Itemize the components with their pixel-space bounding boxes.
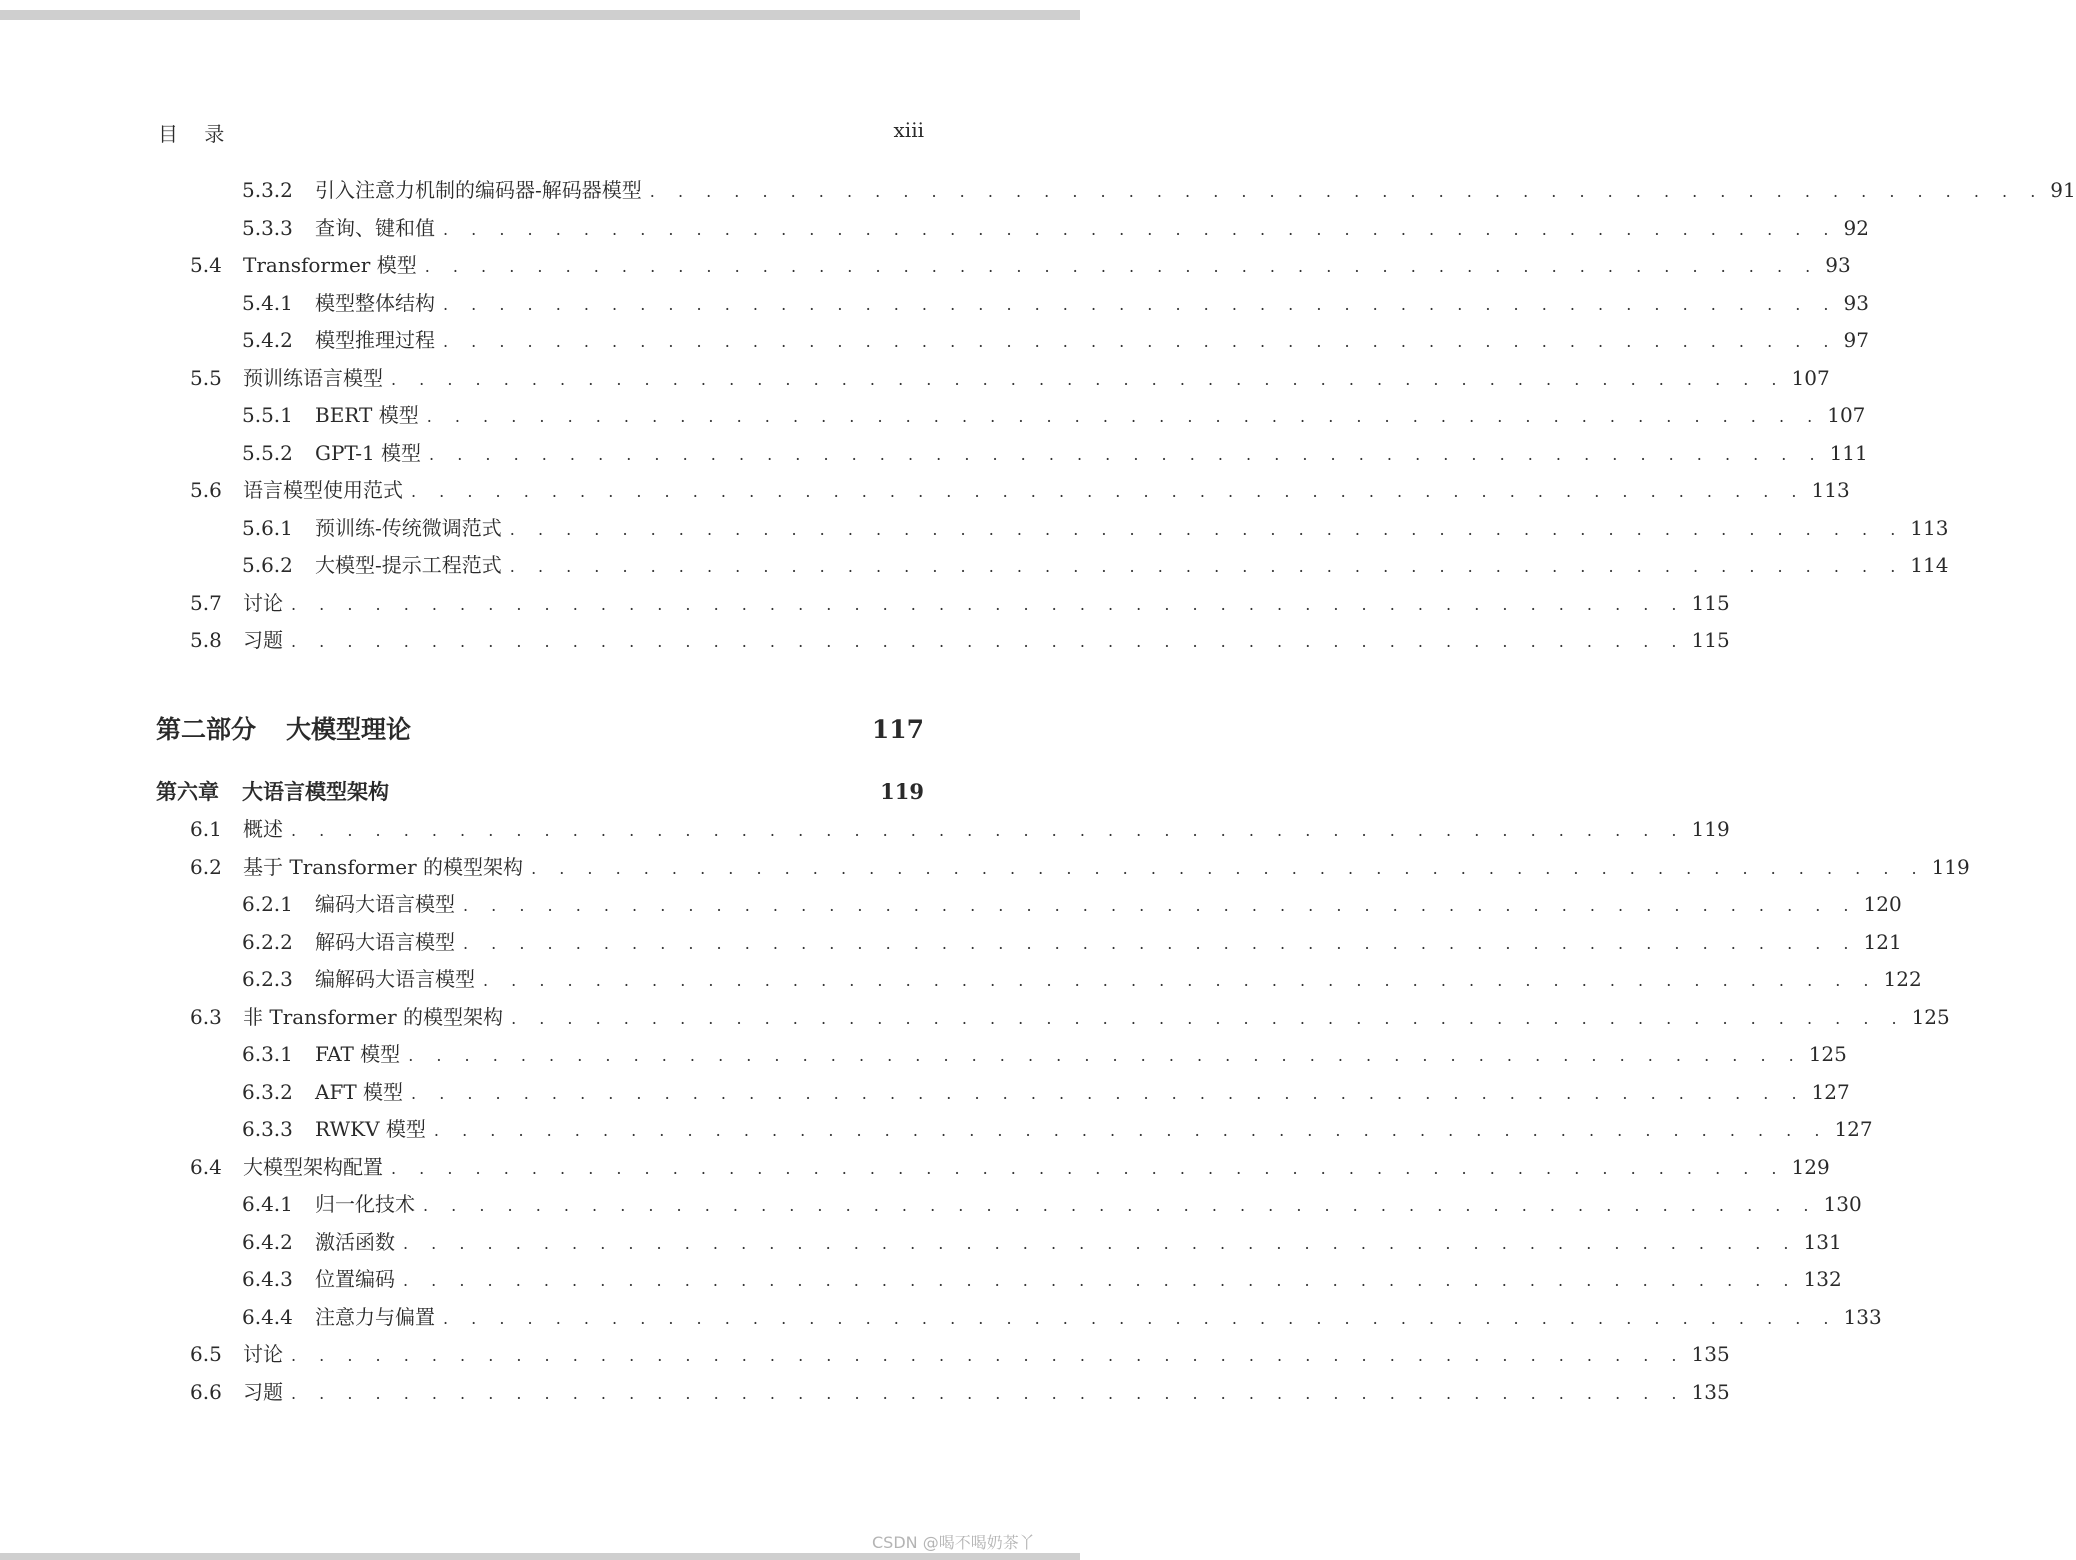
toc-leader-dots: . . . . . . . . . . . . . . . . . . . . . . . . . . . . . . . . . . . . . . . . . . . . . . . . . . bbox=[411, 482, 1806, 501]
toc-entry-title: 大模型-提示工程范式 bbox=[315, 553, 502, 577]
toc-entry-number: 5.6 bbox=[190, 478, 222, 502]
toc-leader-dots: . . . . . . . . . . . . . . . . . . . . . . . . . . . . . . . . . . . . . . . . . . . . . . . . . . bbox=[403, 1271, 1798, 1290]
toc-leader-dots: . . . . . . . . . . . . . . . . . . . . . . . . . . . . . . . . . . . . . . . . . . . . . . . . . . bbox=[509, 557, 1905, 576]
running-head-title: 目 录 bbox=[158, 122, 235, 146]
toc-entry-number: 6.4 bbox=[190, 1154, 222, 1179]
toc-entry-title: 概述 bbox=[243, 817, 283, 841]
toc-entry-page: 119 bbox=[1691, 817, 1730, 841]
toc-entry-number: 6.5 bbox=[190, 1342, 222, 1366]
toc-entry-title: 解码大语言模型 bbox=[315, 929, 455, 954]
toc-entry-page: 127 bbox=[1811, 1079, 1850, 1104]
toc-entry-number: 5.5 bbox=[190, 365, 222, 390]
toc-entry-number: 6.1 bbox=[190, 817, 222, 841]
toc-entry bbox=[242, 439, 1868, 467]
toc-entry-page: 129 bbox=[1791, 1154, 1830, 1179]
chapter-title: 大语言模型架构 bbox=[242, 779, 389, 804]
toc-entry-page: 135 bbox=[1691, 1342, 1730, 1366]
toc-leader-dots: . . . . . . . . . . . . . . . . . . . . . . . . . . . . . . . . . . . . . . . . . . . . . . . . . . bbox=[424, 257, 1820, 276]
bottom-scan-band bbox=[0, 1553, 1080, 1560]
toc-entry-page: 119 bbox=[1931, 854, 1970, 879]
toc-entry-title: Transformer 模型 bbox=[243, 253, 417, 277]
toc-entry-number: 6.2.3 bbox=[242, 967, 293, 991]
running-head-page-number: xiii bbox=[893, 118, 924, 142]
toc-leader-dots: . . . . . . . . . . . . . . . . . . . . . . . . . . . . . . . . . . . . . . . . . . . . . . . . . . bbox=[391, 369, 1786, 389]
toc-entry bbox=[242, 1078, 1850, 1106]
toc-entry-page: 132 bbox=[1803, 1267, 1842, 1291]
toc-entry-number: 5.3.3 bbox=[242, 215, 293, 240]
toc-entry-title: 大模型架构配置 bbox=[243, 1154, 383, 1179]
toc-entry bbox=[242, 551, 1949, 579]
toc-leader-dots: . . . . . . . . . . . . . . . . . . . . . . . . . . . . . . . . . . . . . . . . . . . . . . . . . . bbox=[443, 1308, 1838, 1328]
toc-entry-number: 6.4.4 bbox=[242, 1304, 293, 1329]
toc-entry bbox=[190, 1340, 1730, 1368]
toc-entry bbox=[190, 251, 1851, 279]
toc-entry bbox=[242, 514, 1949, 542]
toc-entry-title: 模型整体结构 bbox=[315, 290, 435, 315]
toc-entry-title: 非 Transformer 的模型架构 bbox=[243, 1004, 504, 1029]
toc-leader-dots: . . . . . . . . . . . . . . . . . . . . . . . . . . . . . . . . . . . . . . . . . . . . . . . . . . bbox=[463, 933, 1858, 953]
toc-entry-title: 归一化技术 bbox=[315, 1192, 415, 1216]
toc-entry-page: 92 bbox=[1843, 215, 1869, 240]
toc-entry-number: 6.3.1 bbox=[242, 1042, 293, 1066]
toc-entry-number: 6.3 bbox=[190, 1004, 222, 1029]
toc-entry-number: 5.4.2 bbox=[242, 328, 293, 352]
toc-entry-page: 93 bbox=[1825, 253, 1851, 277]
toc-entry-number: 5.5.1 bbox=[242, 403, 293, 427]
toc-entry-title: AFT 模型 bbox=[315, 1079, 404, 1104]
toc-entry-title: 习题 bbox=[243, 628, 283, 652]
toc-entry-number: 6.3.2 bbox=[242, 1079, 293, 1104]
part-heading bbox=[156, 712, 924, 748]
toc-entry-title: 语言模型使用范式 bbox=[243, 478, 403, 502]
toc-entry-number: 6.4.2 bbox=[242, 1229, 293, 1254]
toc-entry bbox=[242, 965, 1922, 993]
toc-entry-page: 127 bbox=[1834, 1117, 1873, 1141]
chapter-page: 119 bbox=[880, 779, 924, 804]
toc-entry-title: 激活函数 bbox=[315, 1229, 395, 1254]
toc-entry-number: 5.8 bbox=[190, 628, 222, 652]
toc-entry-title: GPT-1 模型 bbox=[315, 440, 422, 465]
part-label: 第二部分 bbox=[156, 715, 257, 744]
toc-entry-page: 131 bbox=[1803, 1229, 1842, 1254]
chapter-heading bbox=[156, 777, 924, 807]
toc-entry-title: 引入注意力机制的编码器-解码器模型 bbox=[315, 178, 642, 202]
toc-leader-dots: . . . . . . . . . . . . . . . . . . . . . . . . . . . . . . . . . . . . . . . . . . . . . . . . . . bbox=[391, 1158, 1786, 1178]
toc-leader-dots: . . . . . . . . . . . . . . . . . . . . . . . . . . . . . . . . . . . . . . . . . . . . . . . . . . bbox=[443, 294, 1838, 314]
toc-entry-page: 122 bbox=[1883, 967, 1922, 991]
toc-entry-page: 91 bbox=[2050, 178, 2076, 202]
toc-entry-title: 预训练-传统微调范式 bbox=[315, 515, 502, 540]
toc-leader-dots: . . . . . . . . . . . . . . . . . . . . . . . . . . . . . . . . . . . . . . . . . . . . . . . . . . bbox=[411, 1083, 1806, 1103]
toc-leader-dots: . . . . . . . . . . . . . . . . . . . . . . . . . . . . . . . . . . . . . . . . . . . . . . . . . . bbox=[291, 1383, 1686, 1403]
toc-entry-title: 讨论 bbox=[243, 590, 283, 615]
part-title: 大模型理论 bbox=[286, 715, 412, 744]
toc-entry bbox=[242, 928, 1902, 956]
toc-entry-title: 基于 Transformer 的模型架构 bbox=[243, 854, 524, 879]
toc-leader-dots: . . . . . . . . . . . . . . . . . . . . . . . . . . . . . . . . . . . . . . . . . . . . . . . . . . bbox=[511, 1008, 1906, 1028]
toc-entry bbox=[190, 364, 1830, 392]
toc-entry-number: 6.4.3 bbox=[242, 1267, 293, 1291]
toc-entry-number: 6.6 bbox=[190, 1379, 222, 1404]
toc-entry-number: 6.3.3 bbox=[242, 1117, 293, 1141]
toc-entry-number: 5.4 bbox=[190, 253, 222, 277]
toc-entry-title: RWKV 模型 bbox=[315, 1117, 426, 1141]
toc-entry-title: FAT 模型 bbox=[315, 1042, 401, 1066]
top-scan-band bbox=[0, 10, 1080, 20]
toc-entry-page: 121 bbox=[1863, 929, 1902, 954]
toc-leader-dots: . . . . . . . . . . . . . . . . . . . . . . . . . . . . . . . . . . . . . . . . . . . . . . . . . . bbox=[443, 332, 1838, 351]
toc-entry-page: 135 bbox=[1691, 1379, 1730, 1404]
toc-leader-dots: . . . . . . . . . . . . . . . . . . . . . . . . . . . . . . . . . . . . . . . . . . . . . . . . . . bbox=[291, 632, 1686, 651]
toc-leader-dots: . . . . . . . . . . . . . . . . . . . . . . . . . . . . . . . . . . . . . . . . . . . . . . . . . . bbox=[443, 219, 1838, 239]
toc-entry bbox=[242, 1190, 1862, 1218]
toc-entry-number: 6.2.1 bbox=[242, 892, 293, 916]
toc-entry-title: 习题 bbox=[243, 1379, 283, 1404]
toc-entry-number: 5.4.1 bbox=[242, 290, 293, 315]
toc-entry bbox=[242, 289, 1869, 317]
toc-entry bbox=[242, 1265, 1842, 1293]
toc-entry-page: 113 bbox=[1910, 515, 1949, 540]
toc-entry bbox=[242, 1228, 1842, 1256]
toc-entry-number: 5.6.2 bbox=[242, 553, 293, 577]
toc-entry-page: 125 bbox=[1911, 1004, 1950, 1029]
toc-leader-dots: . . . . . . . . . . . . . . . . . . . . . . . . . . . . . . . . . . . . . . . . . . . . . . . . . . bbox=[429, 444, 1824, 464]
toc-leader-dots: . . . . . . . . . . . . . . . . . . . . . . . . . . . . . . . . . . . . . . . . . . . . . . . . . . bbox=[291, 594, 1686, 614]
toc-entry-number: 6.4.1 bbox=[242, 1192, 293, 1216]
toc-entry-number: 5.3.2 bbox=[242, 178, 293, 202]
toc-entry-page: 120 bbox=[1863, 892, 1902, 916]
watermark: CSDN @喝不喝奶茶丫 bbox=[872, 1533, 1035, 1552]
toc-entry-number: 5.6.1 bbox=[242, 515, 293, 540]
toc-entry-title: 模型推理过程 bbox=[315, 328, 435, 352]
toc-entry-page: 125 bbox=[1808, 1042, 1847, 1066]
toc-entry-page: 115 bbox=[1691, 628, 1730, 652]
toc-entry-page: 111 bbox=[1829, 440, 1868, 465]
running-head bbox=[158, 118, 924, 146]
toc-entry bbox=[242, 1303, 1882, 1331]
toc-leader-dots: . . . . . . . . . . . . . . . . . . . . . . . . . . . . . . . . . . . . . . . . . . . . . . . . . . bbox=[403, 1233, 1798, 1253]
toc-entry bbox=[242, 176, 2076, 204]
toc-entry bbox=[190, 815, 1730, 843]
toc-entry-page: 114 bbox=[1910, 553, 1949, 577]
toc-leader-dots: . . . . . . . . . . . . . . . . . . . . . . . . . . . . . . . . . . . . . . . . . . . . . . . . . . bbox=[463, 896, 1858, 915]
toc-entry-title: BERT 模型 bbox=[315, 403, 419, 427]
toc-entry-page: 113 bbox=[1811, 478, 1850, 502]
toc-leader-dots: . . . . . . . . . . . . . . . . . . . . . . . . . . . . . . . . . . . . . . . . . . . . . . . . . . bbox=[423, 1196, 1818, 1215]
toc-leader-dots: . . . . . . . . . . . . . . . . . . . . . . . . . . . . . . . . . . . . . . . . . . . . . . . . . . bbox=[531, 858, 1926, 878]
toc-leader-dots: . . . . . . . . . . . . . . . . . . . . . . . . . . . . . . . . . . . . . . . . . . . . . . . . . . bbox=[291, 1346, 1686, 1365]
toc-entry bbox=[242, 890, 1902, 918]
toc-entry bbox=[190, 476, 1850, 504]
toc-entry-title: 位置编码 bbox=[315, 1267, 395, 1291]
toc-entry bbox=[190, 626, 1730, 654]
toc-entry-title: 编解码大语言模型 bbox=[315, 967, 475, 991]
toc-leader-dots: . . . . . . . . . . . . . . . . . . . . . . . . . . . . . . . . . . . . . . . . . . . . . . . . . . bbox=[483, 971, 1878, 990]
toc-entry bbox=[190, 1153, 1830, 1181]
toc-entry-page: 130 bbox=[1823, 1192, 1862, 1216]
toc-entry bbox=[190, 1003, 1950, 1031]
chapter-label: 第六章 bbox=[156, 779, 219, 804]
toc-entry-title: 预训练语言模型 bbox=[243, 365, 383, 390]
toc-entry-page: 93 bbox=[1843, 290, 1869, 315]
toc-entry bbox=[242, 214, 1869, 242]
toc-entry-page: 97 bbox=[1843, 328, 1869, 352]
toc-entry-number: 6.2 bbox=[190, 854, 222, 879]
toc-entry-number: 5.7 bbox=[190, 590, 222, 615]
toc-leader-dots: . . . . . . . . . . . . . . . . . . . . . . . . . . . . . . . . . . . . . . . . . . . . . . . . . . bbox=[509, 519, 1905, 539]
toc-entry bbox=[190, 853, 1970, 881]
toc-entry-title: 编码大语言模型 bbox=[315, 892, 455, 916]
toc-leader-dots: . . . . . . . . . . . . . . . . . . . . . . . . . . . . . . . . . . . . . . . . . . . . . . . . . . bbox=[408, 1046, 1803, 1065]
toc-entry-page: 107 bbox=[1827, 403, 1866, 427]
toc-entry-page: 115 bbox=[1691, 590, 1730, 615]
toc-leader-dots: . . . . . . . . . . . . . . . . . . . . . . . . . . . . . . . . . . . . . . . . . . . . . . . . . . bbox=[291, 821, 1686, 840]
toc-entry bbox=[190, 1378, 1730, 1406]
toc-leader-dots: . . . . . . . . . . . . . . . . . . . . . . . . . . . . . . . . . . . . . . . . . . . . . . . . . . bbox=[433, 1121, 1829, 1140]
toc-entry bbox=[242, 1040, 1847, 1068]
toc-entry-page: 133 bbox=[1843, 1304, 1882, 1329]
toc-entry-number: 5.5.2 bbox=[242, 440, 293, 465]
toc-entry bbox=[242, 326, 1869, 354]
toc-entry-title: 注意力与偏置 bbox=[315, 1304, 435, 1329]
toc-entry bbox=[242, 1115, 1873, 1143]
toc-entry bbox=[190, 589, 1730, 617]
toc-leader-dots: . . . . . . . . . . . . . . . . . . . . . . . . . . . . . . . . . . . . . . . . . . . . . . . . . . bbox=[649, 182, 2045, 201]
toc-entry-page: 107 bbox=[1791, 365, 1830, 390]
toc-entry bbox=[242, 401, 1866, 429]
part-page: 117 bbox=[871, 715, 924, 744]
toc-entry-title: 查询、键和值 bbox=[315, 215, 435, 240]
toc-entry-title: 讨论 bbox=[243, 1342, 283, 1366]
toc-leader-dots: . . . . . . . . . . . . . . . . . . . . . . . . . . . . . . . . . . . . . . . . . . . . . . . . . . bbox=[426, 407, 1822, 426]
toc-entry-number: 6.2.2 bbox=[242, 929, 293, 954]
